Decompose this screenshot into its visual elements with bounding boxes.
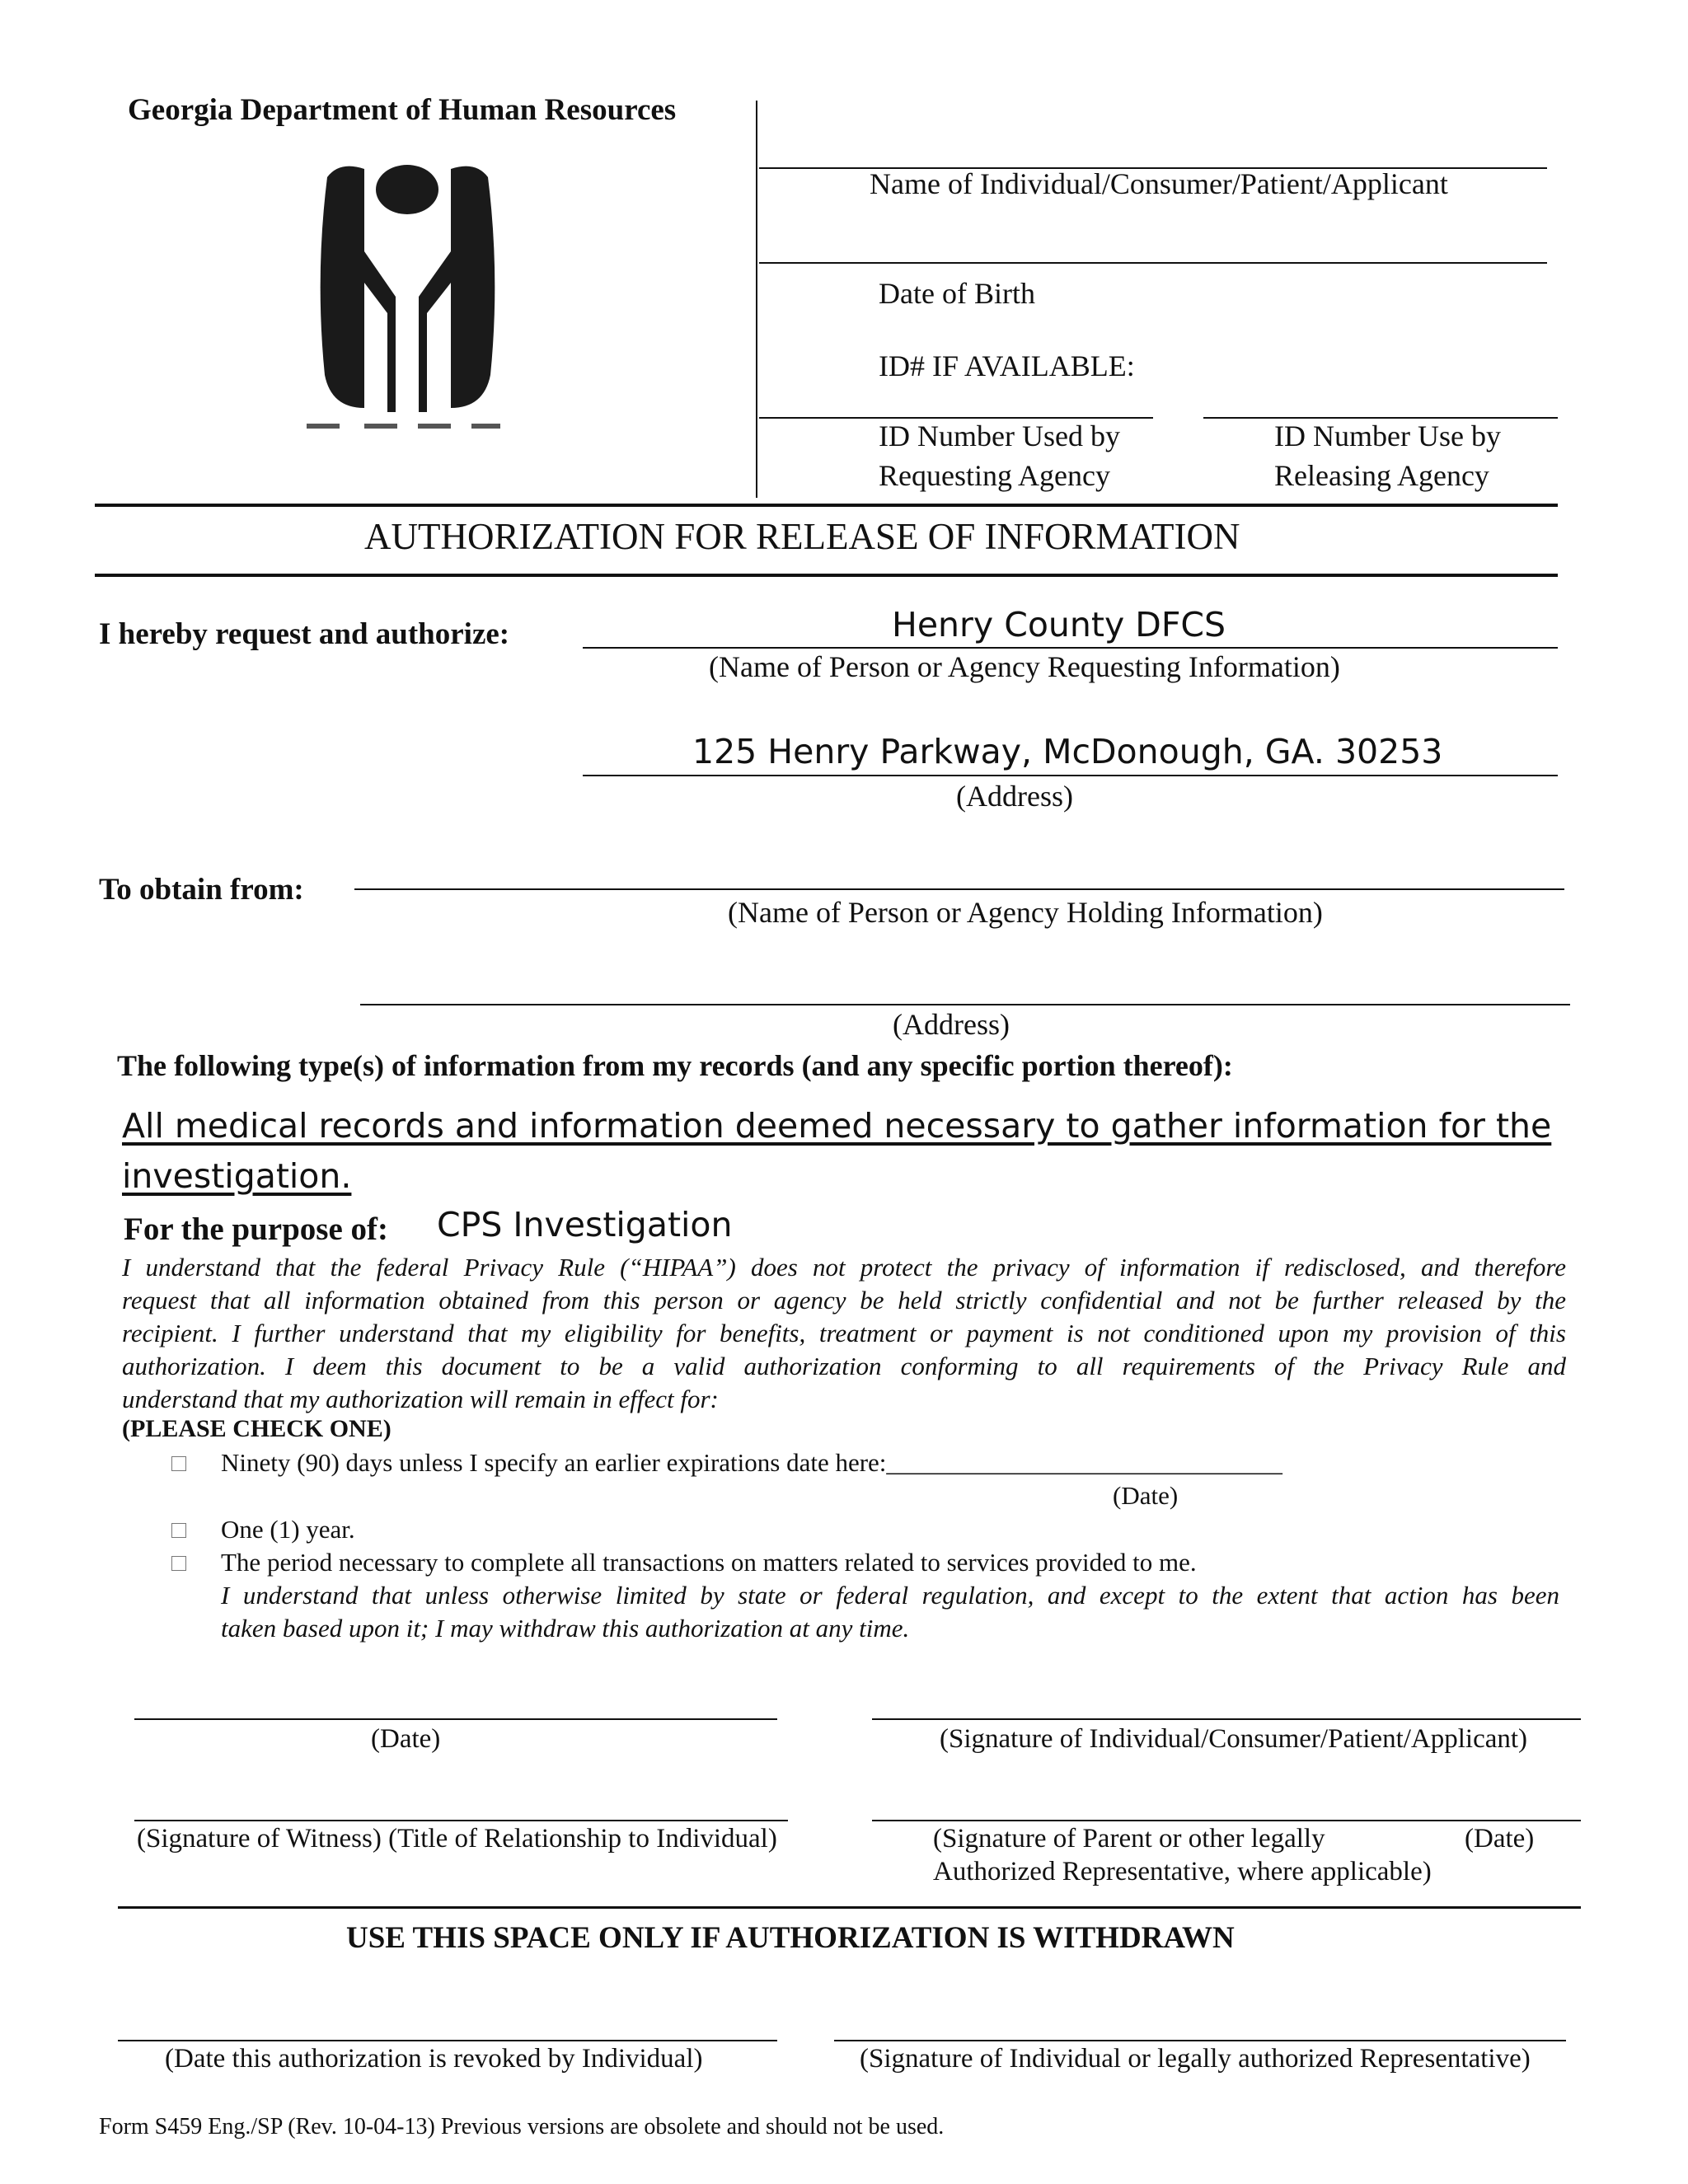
checkbox-period[interactable] xyxy=(171,1556,186,1571)
holder-line xyxy=(354,888,1564,890)
withdrawn-heading: USE THIS SPACE ONLY IF AUTHORIZATION IS WITHDRAWN xyxy=(346,1921,1235,1955)
department-name: Georgia Department of Human Resources xyxy=(128,93,677,127)
requester-value[interactable]: Henry County DFCS xyxy=(892,605,1226,644)
revoked-caption: (Date this authorization is revoked by Individual) xyxy=(165,2044,703,2074)
rep-signature-line[interactable] xyxy=(834,2040,1566,2041)
purpose-value[interactable]: CPS Investigation xyxy=(437,1205,733,1244)
holder-address-caption: (Address) xyxy=(893,1008,1010,1041)
privacy-line-2: request that all information obtained from this person or agency be held strictly confidential and not be further released by the xyxy=(122,1286,1566,1315)
request-address-line xyxy=(583,775,1558,776)
holder-address-line xyxy=(360,1004,1570,1005)
id-releasing-label-1: ID Number Use by xyxy=(1274,419,1501,452)
individual-signature-line[interactable] xyxy=(872,1718,1581,1720)
privacy-line-5: understand that my authorization will remain in effect for: xyxy=(122,1385,719,1413)
parent-caption-2: Authorized Representative, where applicable) xyxy=(933,1857,1432,1886)
holder-caption: (Name of Person or Agency Holding Information) xyxy=(728,896,1323,929)
individual-signature-caption: (Signature of Individual/Consumer/Patient/Applicant) xyxy=(940,1724,1528,1754)
withdrawn-rule xyxy=(118,1906,1581,1909)
privacy-line-1: I understand that the federal Privacy Rule (“HIPAA”) does not protect the privacy of information if redisclosed, and therefore xyxy=(122,1253,1566,1282)
revoked-date-line[interactable] xyxy=(118,2040,777,2041)
option-ninety-days: Ninety (90) days unless I specify an earlier expirations date here:_______________________________ xyxy=(221,1448,1282,1477)
parent-date-caption: (Date) xyxy=(1465,1824,1535,1854)
parent-signature-line[interactable] xyxy=(872,1820,1581,1821)
privacy-line-4: authorization. I deem this document to be a valid authorization conforming to all requirements of the Privacy Rule and xyxy=(122,1352,1566,1380)
checkbox-one-year[interactable] xyxy=(171,1523,186,1538)
id-requesting-label-2: Requesting Agency xyxy=(879,459,1110,492)
purpose-label: For the purpose of: xyxy=(124,1212,389,1247)
requester-line xyxy=(583,647,1558,649)
form-title: AUTHORIZATION FOR RELEASE OF INFORMATION xyxy=(364,516,1240,557)
withdraw-note-1: I understand that unless otherwise limited by state or federal regulation, and except to the extent that action has been xyxy=(221,1581,1559,1610)
checkbox-ninety-days[interactable] xyxy=(171,1456,186,1471)
name-label: Name of Individual/Consumer/Patient/Applicant xyxy=(870,167,1448,200)
parent-caption-1: (Signature of Parent or other legally xyxy=(933,1824,1325,1854)
info-label: The following type(s) of information from my records (and any specific portion thereof): xyxy=(117,1049,1233,1082)
header-divider xyxy=(756,101,757,498)
request-address-value[interactable]: 125 Henry Parkway, McDonough, GA. 30253 xyxy=(692,732,1443,771)
requester-caption: (Name of Person or Agency Requesting Information) xyxy=(709,650,1340,683)
title-rule-top xyxy=(95,504,1558,507)
obtain-label: To obtain from: xyxy=(99,873,304,907)
title-rule-bottom xyxy=(95,574,1558,577)
id-requesting-label-1: ID Number Used by xyxy=(879,419,1120,452)
request-address-caption: (Address) xyxy=(956,780,1073,813)
withdraw-note-2: taken based upon it; I may withdraw this authorization at any time. xyxy=(221,1614,910,1643)
witness-caption: (Signature of Witness) (Title of Relationship to Individual) xyxy=(137,1824,777,1854)
dhr-logo-icon xyxy=(307,161,509,437)
info-value-line-2[interactable]: investigation. xyxy=(122,1156,352,1196)
request-label: I hereby request and authorize: xyxy=(99,617,510,651)
dob-line[interactable] xyxy=(759,262,1547,264)
rep-signature-caption: (Signature of Individual or legally authorized Representative) xyxy=(860,2044,1531,2074)
option-one-year: One (1) year. xyxy=(221,1515,355,1544)
witness-signature-line[interactable] xyxy=(134,1820,788,1821)
date-signature-line[interactable] xyxy=(134,1718,777,1720)
id-label: ID# IF AVAILABLE: xyxy=(879,349,1135,382)
option-period: The period necessary to complete all transactions on matters related to services provided to me. xyxy=(221,1548,1197,1577)
privacy-line-3: recipient. I further understand that my eligibility for benefits, treatment or payment is not conditioned upon my provision of this xyxy=(122,1319,1566,1347)
info-value-line-1[interactable]: All medical records and information deemed necessary to gather information for the xyxy=(122,1106,1552,1146)
dob-label: Date of Birth xyxy=(879,277,1035,310)
ninety-date-caption: (Date) xyxy=(1113,1481,1179,1510)
date-caption: (Date) xyxy=(371,1724,441,1754)
form-footer: Form S459 Eng./SP (Rev. 10-04-13) Previous versions are obsolete and should not be used. xyxy=(99,2114,945,2139)
check-one-heading: (PLEASE CHECK ONE) xyxy=(122,1415,392,1442)
id-releasing-label-2: Releasing Agency xyxy=(1274,459,1489,492)
